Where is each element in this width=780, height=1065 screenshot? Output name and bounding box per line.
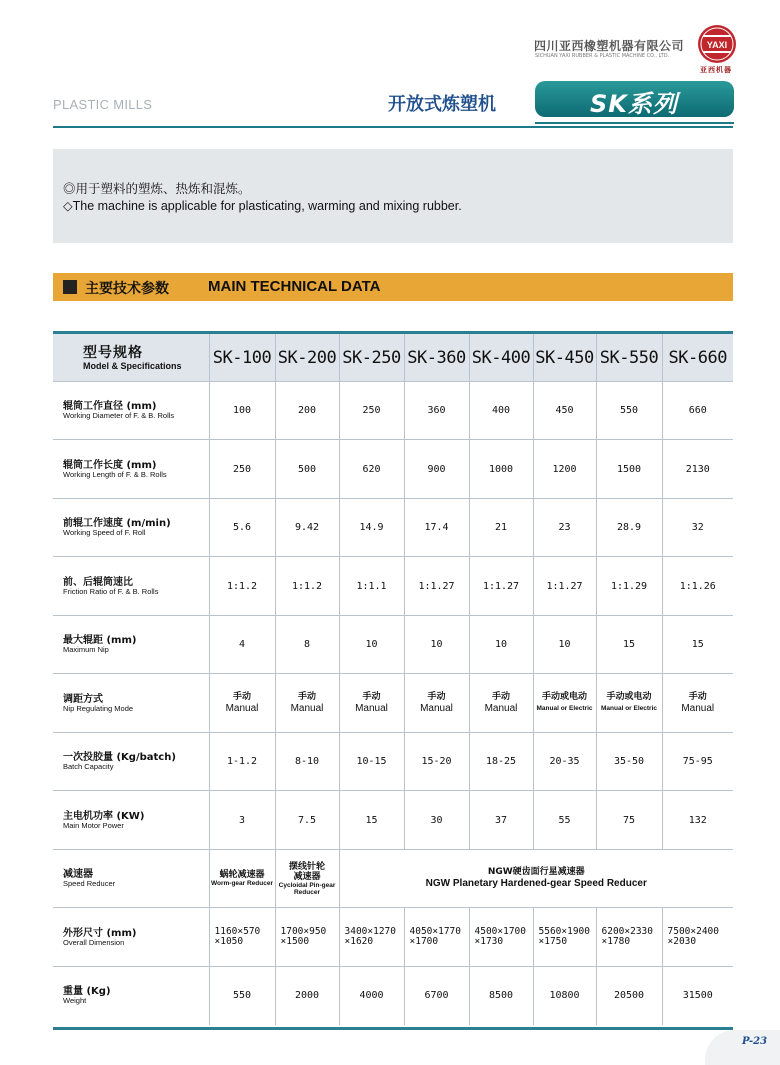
- mode-en: Manual: [355, 703, 388, 714]
- table-bottom-rule: [53, 1027, 733, 1030]
- table-cell: [275, 850, 339, 908]
- table-row: [53, 616, 733, 674]
- row-label-cn: 辊筒工作长度 (mm): [63, 459, 157, 471]
- table-cell: 200: [275, 382, 339, 440]
- table-cell: 550: [209, 967, 275, 1025]
- row-label-cn: 一次投胶量 (Kg/batch): [63, 752, 176, 763]
- table-cell: [533, 908, 596, 967]
- reducer-en: NGW Planetary Hardened-gear Speed Reducer: [425, 878, 647, 889]
- row-label-en: Batch Capacity: [63, 762, 114, 771]
- table-cell: 20-35: [533, 733, 596, 791]
- mode-en: Manual: [484, 703, 518, 714]
- table-row: [53, 499, 733, 557]
- spec-table: [53, 334, 733, 1025]
- table-cell: [404, 908, 469, 967]
- table-cell: [339, 850, 733, 908]
- dim-line: ×1750: [538, 936, 568, 947]
- table-cell: 28.9: [596, 499, 662, 557]
- intro-box: [53, 149, 733, 243]
- table-cell: [275, 674, 339, 733]
- model-cell: SK-550: [596, 334, 662, 382]
- row-label: [53, 616, 209, 674]
- table-cell: [533, 674, 596, 733]
- mode-en: Manual: [225, 703, 259, 714]
- model-cell: SK-450: [533, 334, 596, 382]
- model-cell: SK-250: [339, 334, 404, 382]
- row-label: [53, 382, 209, 440]
- mode-en: Manual or Electric: [536, 705, 593, 712]
- dim-line: ×1730: [474, 936, 504, 947]
- row-label-en: Weight: [63, 996, 87, 1006]
- table-cell: 500: [275, 440, 339, 499]
- row-label: [53, 967, 209, 1025]
- table-cell: 10-15: [339, 733, 404, 791]
- table-cell: [596, 908, 662, 967]
- dim-line: 1160×570: [214, 926, 261, 937]
- section-title-en: MAIN TECHNICAL DATA: [208, 278, 381, 295]
- mode-cn: 手动或电动: [541, 692, 587, 702]
- table-row: [53, 440, 733, 499]
- table-cell: 2130: [662, 440, 733, 499]
- table-cell: 18-25: [469, 733, 533, 791]
- header-label-cn: 型号规格: [83, 344, 143, 361]
- logo-tagline: 亚西机器: [700, 66, 732, 74]
- table-cell: 8500: [469, 967, 533, 1025]
- table-cell: 900: [404, 440, 469, 499]
- table-row: [53, 791, 733, 850]
- table-cell: 132: [662, 791, 733, 850]
- reducer-en: Reducer: [293, 888, 320, 896]
- table-cell: 10: [339, 616, 404, 674]
- section-heading-bar: [53, 273, 733, 301]
- row-label-en: Working Diameter of F. & B. Rolls: [63, 411, 175, 420]
- table-cell: 21: [469, 499, 533, 557]
- company-name-cn: 四川亚西橡塑机器有限公司: [534, 39, 685, 53]
- row-label-cn: 重量 (Kg): [63, 986, 111, 998]
- row-label-en: Speed Reducer: [63, 879, 116, 888]
- table-cell: [469, 908, 533, 967]
- dim-line: ×1780: [601, 936, 631, 947]
- table-cell: 17.4: [404, 499, 469, 557]
- header-label-en: Model & Specifications: [83, 360, 182, 371]
- table-cell: 23: [533, 499, 596, 557]
- table-cell: 32: [662, 499, 733, 557]
- dim-line: 3400×1270: [344, 926, 396, 937]
- table-cell: 20500: [596, 967, 662, 1025]
- reducer-en: Worm-gear Reducer: [210, 880, 273, 887]
- table-cell: 8-10: [275, 733, 339, 791]
- table-cell: [209, 674, 275, 733]
- table-row: [53, 850, 733, 908]
- table-row: [53, 674, 733, 733]
- row-label-en: Maximum Nip: [63, 645, 109, 654]
- table-cell: 15: [662, 616, 733, 674]
- table-cell: 55: [533, 791, 596, 850]
- table-cell: [339, 908, 404, 967]
- row-label: [53, 733, 209, 791]
- row-label-en: Overall Dimension: [63, 937, 125, 947]
- table-cell: 1:1.2: [209, 557, 275, 616]
- table-cell: 10800: [533, 967, 596, 1025]
- row-label: [53, 791, 209, 850]
- table-cell: 8: [275, 616, 339, 674]
- table-cell: 400: [469, 382, 533, 440]
- mode-en: Manual: [290, 703, 324, 714]
- header-divider: [53, 126, 733, 128]
- model-cell: SK-660: [662, 334, 733, 382]
- model-cell: SK-100: [209, 334, 275, 382]
- row-label-en: Main Motor Power: [63, 820, 124, 830]
- table-cell: 75: [596, 791, 662, 850]
- mode-cn: 手动: [491, 692, 510, 702]
- row-label-cn: 调距方式: [63, 693, 103, 705]
- table-cell: [596, 674, 662, 733]
- table-cell: [662, 908, 733, 967]
- table-row: [53, 733, 733, 791]
- table-cell: 15: [339, 791, 404, 850]
- table-cell: 250: [209, 440, 275, 499]
- table-cell: 9.42: [275, 499, 339, 557]
- table-cell: 100: [209, 382, 275, 440]
- row-label: [53, 499, 209, 557]
- table-cell: 35-50: [596, 733, 662, 791]
- dim-line: ×1500: [280, 936, 310, 947]
- dim-line: ×1620: [344, 936, 374, 947]
- table-cell: 15-20: [404, 733, 469, 791]
- table-cell: 15: [596, 616, 662, 674]
- row-label-cn: 外形尺寸 (mm): [63, 927, 137, 939]
- mode-en: Manual: [681, 703, 715, 714]
- table-cell: 450: [533, 382, 596, 440]
- model-cell: SK-360: [404, 334, 469, 382]
- table-cell: [662, 674, 733, 733]
- dim-line: 6200×2330: [601, 926, 653, 937]
- reducer-cn: 摆线针轮: [288, 861, 325, 872]
- company-name-en: SICHUAN YAXI RUBBER & PLASTIC MACHINE CO., LTD.: [535, 53, 670, 59]
- model-cell: SK-200: [275, 334, 339, 382]
- row-label: [53, 674, 209, 733]
- table-cell: 7.5: [275, 791, 339, 850]
- table-cell: 75-95: [662, 733, 733, 791]
- table-cell: 30: [404, 791, 469, 850]
- table-cell: 360: [404, 382, 469, 440]
- mode-cn: 手动: [427, 692, 446, 702]
- dim-line: 4050×1770: [409, 926, 461, 937]
- dim-line: 4500×1700: [474, 926, 526, 937]
- table-cell: 660: [662, 382, 733, 440]
- company-logo-icon: [697, 24, 737, 64]
- table-cell: [209, 908, 275, 967]
- row-label-en: Friction Ratio of F. & B. Rolls: [63, 586, 159, 596]
- table-cell: 1:1.26: [662, 557, 733, 616]
- table-cell: 550: [596, 382, 662, 440]
- table-cell: 2000: [275, 967, 339, 1025]
- row-label-cn: 前、后辊筒速比: [63, 576, 133, 588]
- table-cell: 10: [404, 616, 469, 674]
- table-cell: 1200: [533, 440, 596, 499]
- table-cell: 1-1.2: [209, 733, 275, 791]
- table-cell: 4000: [339, 967, 404, 1025]
- table-cell: 1:1.1: [339, 557, 404, 616]
- table-cell: [469, 674, 533, 733]
- table-cell: 5.6: [209, 499, 275, 557]
- model-cell: SK-400: [469, 334, 533, 382]
- series-title: SK系列: [590, 90, 678, 118]
- page-header: [0, 0, 780, 140]
- row-label-cn: 最大辊距 (mm): [63, 635, 137, 646]
- row-label-en: Working Length of F. & B. Rolls: [63, 469, 167, 479]
- table-cell: 10: [469, 616, 533, 674]
- table-cell: 1:1.27: [533, 557, 596, 616]
- row-label-cn: 主电机功率 (KW): [63, 810, 145, 822]
- row-label-cn: 减速器: [63, 869, 93, 880]
- table-cell: 1:1.27: [404, 557, 469, 616]
- reducer-en: Cycloidal Pin-gear: [278, 881, 336, 889]
- table-cell: 14.9: [339, 499, 404, 557]
- page-number: P-23: [742, 1036, 768, 1047]
- table-cell: [404, 674, 469, 733]
- logo-text: YAXI: [706, 40, 728, 50]
- table-cell: 4: [209, 616, 275, 674]
- header-label-cell: [53, 334, 209, 382]
- table-cell: 3: [209, 791, 275, 850]
- table-cell: 6700: [404, 967, 469, 1025]
- table-header-row: [53, 334, 733, 382]
- mode-cn: 手动: [232, 692, 251, 702]
- table-cell: 1:1.29: [596, 557, 662, 616]
- row-label: [53, 850, 209, 908]
- table-cell: 31500: [682, 990, 713, 1002]
- table-cell: 1:1.2: [275, 557, 339, 616]
- page-title-cn: 开放式炼塑机: [388, 94, 496, 115]
- table-cell: 10: [533, 616, 596, 674]
- mode-cn: 手动或电动: [606, 692, 652, 702]
- table-row: [53, 382, 733, 440]
- table-cell: 250: [339, 382, 404, 440]
- table-cell: [275, 908, 339, 967]
- intro-line-cn: ◎用于塑料的塑炼、热炼和混炼。: [63, 182, 251, 196]
- row-label: [53, 440, 209, 499]
- dim-line: ×1700: [409, 936, 439, 947]
- reducer-cn: NGW硬齿面行星减速器: [487, 867, 585, 877]
- table-cell: [209, 850, 275, 908]
- dim-line: ×2030: [667, 936, 697, 947]
- square-bullet-icon: [63, 280, 77, 294]
- table-cell: 37: [469, 791, 533, 850]
- reducer-cn: 减速器: [293, 871, 321, 882]
- table-cell: [339, 674, 404, 733]
- reducer-cn: 蜗轮减速器: [219, 870, 265, 880]
- row-label-cn: 前辊工作速度 (m/min): [63, 518, 171, 529]
- section-title-cn: 主要技术参数: [85, 281, 169, 297]
- mode-cn: 手动: [688, 692, 707, 702]
- row-label: [53, 557, 209, 616]
- table-cell: 1:1.27: [469, 557, 533, 616]
- table-cell: 1000: [469, 440, 533, 499]
- row-label-en: Working Speed of F. Roll: [63, 528, 146, 537]
- mode-cn: 手动: [362, 692, 381, 702]
- mode-cn: 手动: [297, 692, 316, 702]
- dim-line: ×1050: [214, 936, 244, 947]
- mode-en: Manual or Electric: [601, 705, 657, 712]
- table-cell: 1500: [596, 440, 662, 499]
- intro-line-en: ◇The machine is applicable for plasticating, warming and mixing rubber.: [63, 199, 462, 213]
- table-row: [53, 557, 733, 616]
- banner-underline: [535, 122, 734, 124]
- row-label-cn: 辊筒工作直径 (mm): [63, 401, 157, 412]
- dim-line: 5560×1900: [538, 926, 590, 937]
- mode-en: Manual: [420, 703, 453, 714]
- table-cell: 620: [339, 440, 404, 499]
- section-label: PLASTIC MILLS: [53, 97, 153, 112]
- table-row: [53, 908, 733, 967]
- row-label-en: Nip Regulating Mode: [63, 703, 134, 713]
- row-label: [53, 908, 209, 967]
- dim-line: 1700×950: [280, 926, 327, 937]
- table-row: [53, 967, 733, 1025]
- dim-line: 7500×2400: [667, 926, 719, 937]
